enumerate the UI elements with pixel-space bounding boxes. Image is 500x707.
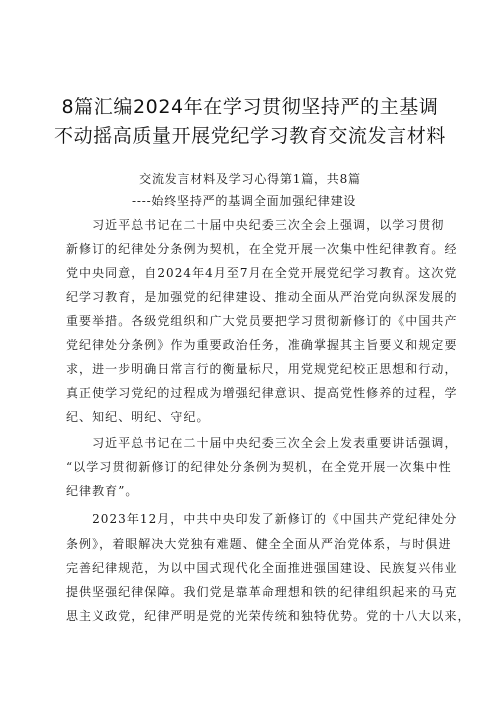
body-line: 条例》，着眼解决大党独有难题、健全全面从严治党体系，与时俱进 <box>66 537 452 551</box>
body-line: 习近平总书记在二十届中央纪委三次全会上发表重要讲话强调， <box>66 436 458 450</box>
body-line: 完善纪律规范，为以中国式现代化全面推进强国建设、民族复兴伟业 <box>66 561 458 575</box>
body-line: 纪、知纪、明纪、守纪。 <box>66 410 210 424</box>
body-line: 新修订的纪律处分条例为契机，在全党开展一次集中性纪律教育。经 <box>66 242 458 256</box>
body-line: 提供坚强纪律保障。我们党是靠革命理想和铁的纪律组织起来的马克 <box>66 585 458 599</box>
body-line: 求，进一步明确日常言行的衡量标尺，用党规党纪校正思想和行动， <box>66 362 458 376</box>
body-line: 思主义政党，纪律严明是党的光荣传统和独特优势。党的十八大以来， <box>66 609 471 623</box>
body-line: 2023年12月，中共中央印发了新修订的《中国共产党纪律处分 <box>66 512 458 526</box>
body-line: 真正使学习党纪的过程成为增强纪律意识、提高党性修养的过程，学 <box>66 386 458 400</box>
body-line: 纪律教育”。 <box>66 484 139 498</box>
document-title-line-1: 8篇汇编2024年在学习贯彻坚持严的主基调 <box>61 96 439 118</box>
body-line: 重要举措。各级党组织和广大党员要把学习贯彻新修订的《中国共产 <box>66 314 458 328</box>
body-line: 习近平总书记在二十届中央纪委三次全会上强调，以学习贯彻 <box>66 218 445 232</box>
body-line: “以学习贯彻新修订的纪律处分条例为契机，在全党开展一次集中性 <box>66 460 452 474</box>
body-line: 党纪律处分条例》作为重要政治任务，准确掌握其主旨要义和规定要 <box>66 338 458 352</box>
document-title-line-2: 不动摇高质量开展党纪学习教育交流发言材料 <box>53 125 446 147</box>
section-theme: ----始终坚持严的基调全面加强纪律建设 <box>132 194 357 208</box>
document-subtitle: 交流发言材料及学习心得第1篇，共8篇 <box>139 172 361 186</box>
body-line: 党中央同意，自2024年4月至7月在全党开展党纪学习教育。这次党 <box>66 266 458 280</box>
body-line: 纪学习教育，是加强党的纪律建设、推动全面从严治党向纵深发展的 <box>66 290 458 304</box>
